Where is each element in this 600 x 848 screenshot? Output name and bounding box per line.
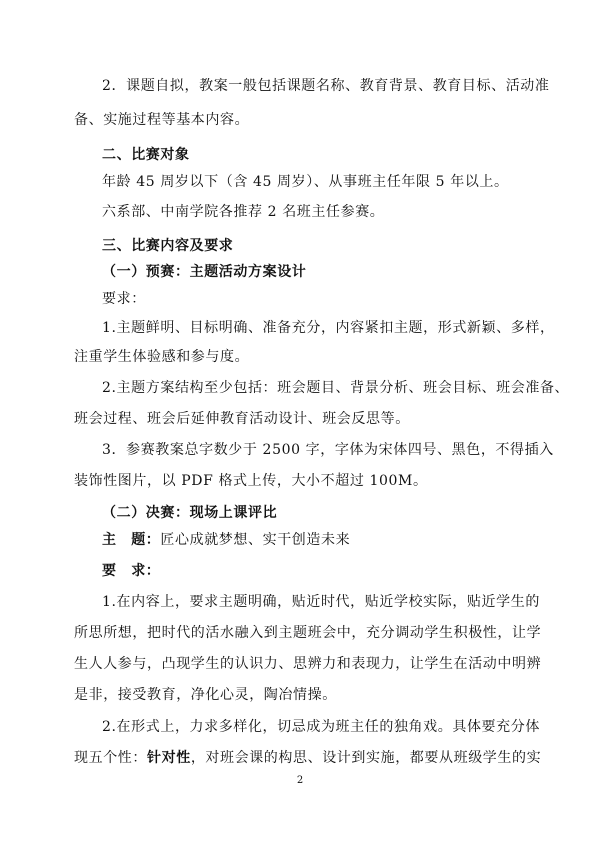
paragraph-line: 要求： (102, 291, 146, 307)
paragraph-line: 2．课题自拟，教案一般包括课题名称、教育背景、教育目标、活动准 (102, 78, 550, 94)
theme-label: 主 题： (102, 532, 161, 548)
paragraph-line: 年龄 45 周岁以下（含 45 周岁）、从事班主任年限 5 年以上。 (102, 174, 509, 190)
paragraph-line: 3．参赛教案总字数少于 2500 字，字体为宋体四号、黑色，不得插入 (102, 442, 554, 458)
paragraph-line: 1.在内容上，要求主题明确，贴近时代，贴近学校实际，贴近学生的 (102, 594, 540, 610)
page-number: 2 (296, 775, 304, 786)
paragraph-line: 2.主题方案结构至少包括：班会题目、背景分析、班会目标、班会准备、 (102, 380, 570, 396)
paragraph-line: 备、实施过程等基本内容。 (74, 112, 250, 128)
subsection-heading: （二）决赛：现场上课评比 (102, 505, 278, 521)
paragraph-text: 现五个性： (74, 750, 147, 766)
section-heading: 三、比赛内容及要求 (102, 238, 234, 254)
theme-text: 匠心成就梦想、实干创造未来 (160, 532, 351, 548)
subsection-heading: （一）预赛：主题活动方案设计 (102, 264, 307, 280)
paragraph-text: ，对班会课的构思、设计到实施，都要从班级学生的实 (190, 750, 542, 766)
paragraph-line: 2.在形式上，力求多样化，切忌成为班主任的独角戏。具体要充分体 (102, 719, 540, 735)
paragraph-line (74, 748, 600, 768)
paragraph-line: 生人人参与，凸现学生的认识力、思辨力和表现力，让学生在活动中明辨 (74, 656, 542, 672)
emphasis-text: 针对性 (147, 750, 191, 766)
paragraph-line: 1.主题鲜明、目标明确、准备充分，内容紧扣主题，形式新颖、多样， (102, 320, 555, 336)
section-heading: 二、比赛对象 (102, 147, 190, 163)
paragraph-line: 所思所想，把时代的活水融入到主题班会中，充分调动学生积极性，让学 (74, 625, 542, 641)
paragraph-line: 装饰性图片，以 PDF 格式上传，大小不超过 100M。 (74, 473, 428, 489)
paragraph-line: 班会过程、班会后延伸教育活动设计、班会反思等。 (74, 411, 410, 427)
theme-line (102, 530, 600, 550)
paragraph-line: 六系部、中南学院各推荐 2 名班主任参赛。 (102, 204, 385, 220)
requirements-label: 要 求： (102, 563, 161, 579)
paragraph-line: 是非，接受教育，净化心灵，陶冶情操。 (74, 687, 337, 703)
paragraph-line: 注重学生体验感和参与度。 (74, 349, 250, 365)
